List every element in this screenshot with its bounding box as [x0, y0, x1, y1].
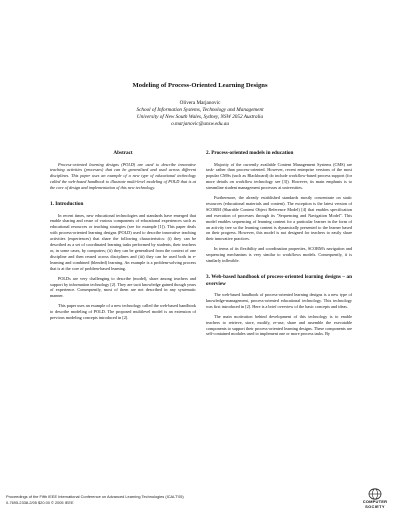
right-column — [206, 150, 352, 341]
paper-title: Modeling of Process-Oriented Learning Designs — [132, 82, 268, 89]
left-column — [50, 150, 196, 325]
footer-line-2: 0-7695-2338-2/05 $20.00 © 2005 IEEE — [6, 499, 74, 505]
intro-paragraph-3: This paper uses an example of a new technology called the web-based handbook to describe modeling of POLD. The proposed multilevel model is an extension of previous modeling concepts introduced in [2]. — [50, 303, 196, 321]
author-block — [0, 100, 400, 128]
abstract-text: Process-oriented learning designs (POLD) are used to describe innovative teaching activities (processes) that can be generalised and used across different disciplines. This paper uses an example of a new type of educational technology called the web-based handbook to illustrate multi-level modeling of POLD that is at the core of design and implementation of this new technology. — [50, 161, 196, 191]
abstract-heading: Abstract — [113, 150, 133, 156]
intro-paragraph-1: In recent times, new educational technologies and standards have emerged that enable sharing and reuse of various components of educational experiences such as educational resources or teaching strategies (see for example [1]). This paper deals with process-oriented learning designs (POLD) used to describe innovative teaching activities (experiences) that share the following characteristics: (i) they can be described as a set of coordinated learning tasks performed by students, their teachers or, in some cases, by computers; (ii) they can be generalised from the context of one discipline and then reused across disciplines and (iii) they can be used both in e-learning and combined (blended) learning. An example is a problem-solving process that is at the core of problem-based learning. — [50, 212, 196, 271]
intro-paragraph-2: POLDs are very challenging to describe (model), share among teachers and support by information technology [2]. They are tacit knowledge gained though years of experience. Consequently, most of them are not described in any systematic manner. — [50, 275, 196, 299]
logo-text-line-1: COMPUTER — [362, 499, 388, 504]
affiliation-line-2: University of New South Wales, Sydney, NSW 2052 Australia — [136, 114, 264, 120]
author-name: Olivera Marjanovic — [179, 100, 221, 106]
section-2-paragraph-1: Majority of the currently available Content Management Systems (CMS) are task- rather than process-oriented. However, recent enterprise versions of the most popular CMSs (such as Blackboard) do include workflow-based process support (for more details on workflow technology see [3]). However, its main emphasis is to streamline student management processes at universities. — [206, 161, 352, 191]
section-2-paragraph-2: Furthermore, the already established standards mostly concentrate on static resources (educational materials and content). The exception is the latest version of SCORM (Sharable Content Object Reference Model) [4] that enables specification and execution of processes through its "Sequencing and Navigation Model". This model enables sequencing of learning content for a particular learner in the form of an activity tree so the learning content is dynamically presented to the learner based on their progress. However, this model is not designed for teachers to easily share their innovative practices. — [206, 195, 352, 242]
section-1-heading: 1. Introduction — [50, 201, 84, 208]
section-2-paragraph-3: In terms of its flexibility and coordination properties, SCORM's navigation and sequencing mechanism is very similar to workflows models. Consequently, it is similarly inflexible. — [206, 246, 352, 264]
proceedings-footer — [6, 494, 336, 505]
logo-text-line-2: SOCIETY — [365, 503, 385, 509]
section-3-paragraph-2: The main motivation behind development of this technology is to enable teachers to retrieve, store, modify, re-use, share and assemble the executable components to support their process-oriented learning designs. These components are self-contained modules used to implement one or more process tasks. By — [206, 313, 352, 337]
affiliation-line-1: School of Information Systems, Technology and Management — [136, 107, 264, 113]
footer-line-1: Proceedings of the Fifth IEEE International Conference on Advanced Learning Technologies (ICALT'05) — [6, 494, 184, 499]
author-email: o.marjanovic@unsw.edu.au — [171, 121, 229, 127]
computer-society-logo — [355, 488, 395, 516]
section-3-heading: 3. Web-based handbook of process-oriented learning designs – an overview — [206, 274, 352, 287]
section-2-heading: 2. Process-oriented models in education — [206, 150, 294, 156]
section-3-paragraph-1: The web-based handbook of process-oriented learning designs is a new type of knowledge-management, process-oriented educational technology. This technology was first introduced in [2]. Here is a brief overview of the basic concepts and ideas. — [206, 292, 352, 309]
